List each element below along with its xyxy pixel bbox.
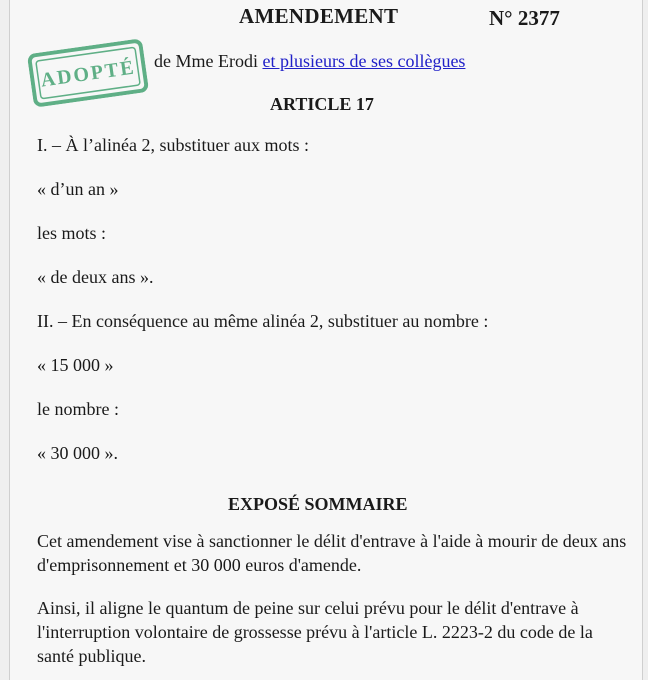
summary-paragraph-2: Ainsi, il aligne le quantum de peine sur celui prévu pour le délit d'entrave à l'interruption volontaire de grossesse prévu à l'article L. 2223-2 du code de la santé publique.	[37, 598, 593, 666]
body-line-substitution-words: I. – À l’alinéa 2, substituer aux mots :	[37, 135, 309, 155]
body-line-words-label: les mots :	[37, 223, 107, 243]
author-prefix: de Mme Erodi	[154, 51, 263, 71]
colleagues-link[interactable]: et plusieurs de ses collègues	[262, 51, 466, 71]
body-line-substitution-number: II. – En conséquence au même alinéa 2, substituer au nombre :	[37, 311, 489, 331]
body-line-old-duration: « d’un an »	[37, 179, 119, 199]
body-line-new-amount: « 30 000 ».	[37, 443, 118, 463]
amendment-number: N° 2377	[489, 6, 560, 30]
body-line-old-amount: « 15 000 »	[37, 355, 114, 375]
body-line-number-label: le nombre :	[37, 399, 119, 419]
author-line	[154, 51, 465, 72]
summary-title: EXPOSÉ SOMMAIRE	[228, 494, 408, 514]
body-line-new-duration: « de deux ans ».	[37, 267, 154, 287]
stamp-label: ADOPTÉ	[39, 56, 137, 92]
document-title: AMENDEMENT	[239, 4, 399, 28]
summary-paragraph-1: Cet amendement vise à sanctionner le délit d'entrave à l'aide à mourir de deux ans d'emprisonnement et 30 000 euros d'amende.	[37, 531, 627, 575]
article-title: ARTICLE 17	[270, 94, 374, 114]
